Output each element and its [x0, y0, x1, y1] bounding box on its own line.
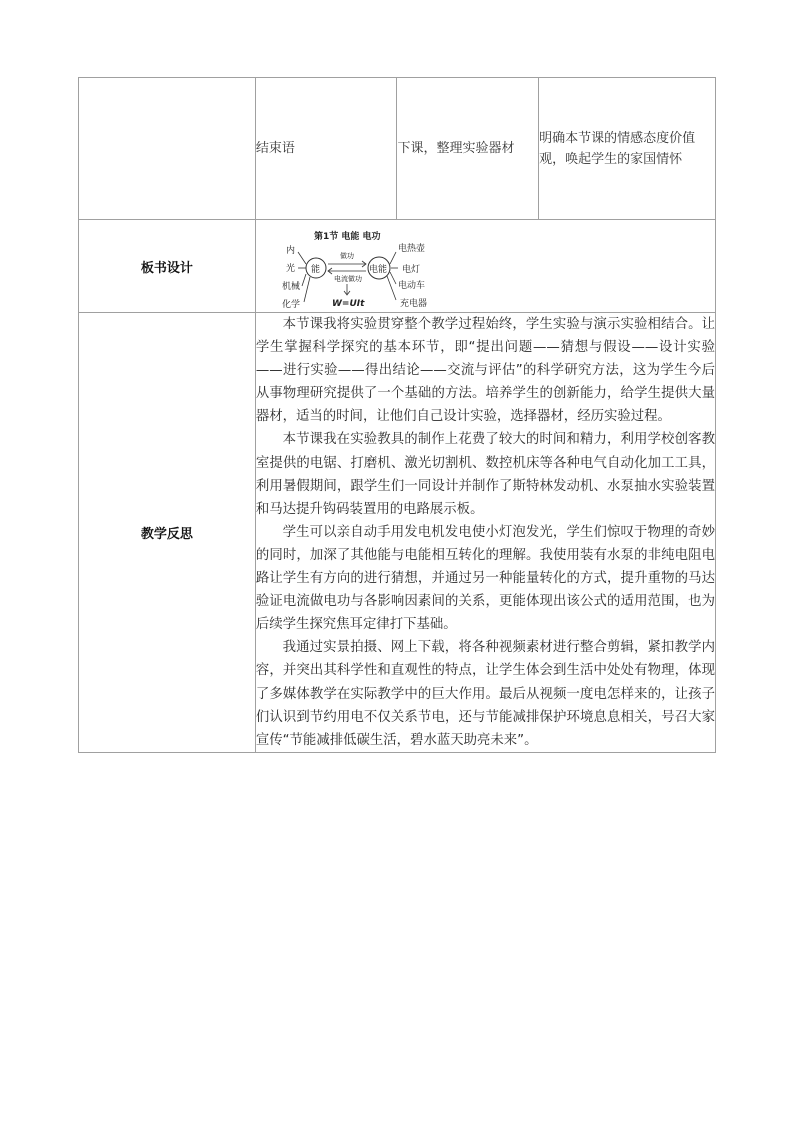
- reflection-row: [79, 313, 716, 753]
- closing-row: [79, 78, 716, 220]
- reflection-paragraph: 学生可以亲自动手用发电机发电使小灯泡发光，学生们惊叹于物理的奇妙的同时，加深了其他能与电能相互转化的理解。我使用装有水泵的非纯电阻电路让学生有方向的进行猜想，并通过另一种能量转化的方式，提升重物的马达验证电流做电功与各影响因素间的关系，更能体现出该公式的适用范围，也为后续学生探究焦耳定律打下基础。: [255, 524, 715, 633]
- reflection-label: 教学反思: [79, 313, 256, 753]
- reflection-paragraph: 本节课我将实验贯穿整个教学过程始终，学生实验与演示实验相结合。让学生掌握科学探究的基本环节，即“提出问题——猜想与假设——设计实验——进行实验——得出结论——交流与评估”的科学研究方法，这为学生今后从事物理研究提供了一个基础的方法。培养学生的创新能力，给学生提供大量器材，适当的时间，让他们自己设计实验，选择器材，经历实验过程。: [255, 317, 715, 425]
- board-diagram: [256, 220, 716, 312]
- closing-activity: 结束语: [255, 78, 397, 220]
- closing-teacher-action: 下课，整理实验器材: [397, 78, 539, 220]
- source-chemical: 化学: [281, 300, 300, 310]
- formula: W=UIt: [331, 299, 365, 309]
- output-ebike: 电动车: [397, 281, 425, 291]
- electric-energy-label: 电能: [368, 265, 387, 275]
- arrow-bottom-label: 电流做功: [333, 275, 362, 283]
- reflection-paragraph: 我通过实景拍摄、网上下载，将各种视频素材进行整合剪辑，紧扣教学内容，并突出其科学性和直观性的特点，让学生体会到生活中处处有物理，体现了多媒体教学在实际教学中的巨大作用。最后从视频一度电怎样来的，让孩子们认识到节约用电不仅关系节电，还与节能减排保护环境息息相关，号召大家宣传“节能减排低碳生活，碧水蓝天助亮未来”。: [255, 640, 715, 748]
- closing-label-cell: [79, 78, 256, 220]
- reflection-paragraph: 本节课我在实验教具的制作上花费了较大的时间和精力，利用学校创客教室提供的电锯、打磨机、激光切割机、数控机床等各种电气自动化加工工具，利用暑假期间，跟学生们一同设计并制作了斯特林发动机、水泵抽水实验装置和马达提升钩码装置用的电路展示板。: [255, 432, 715, 517]
- board-row: [79, 220, 716, 313]
- arrow-top-label: 做功: [339, 252, 354, 260]
- reflection-content: [255, 313, 715, 753]
- output-kettle: 电热壶: [397, 244, 425, 254]
- closing-goal: 明确本节课的情感态度价值观，唤起学生的家国情怀: [539, 78, 716, 220]
- source-internal: 内: [285, 246, 295, 256]
- board-diagram-cell: [255, 220, 715, 313]
- lesson-plan-table: [78, 77, 716, 753]
- source-mechanical: 机械: [281, 282, 300, 292]
- board-label: 板书设计: [79, 220, 256, 313]
- output-lamp: 电灯: [401, 265, 420, 275]
- board-title: 第1节 电能 电功: [313, 232, 381, 242]
- output-charger: 充电器: [399, 299, 427, 309]
- source-light: 光: [285, 264, 295, 274]
- energy-node-label: 能: [310, 265, 320, 275]
